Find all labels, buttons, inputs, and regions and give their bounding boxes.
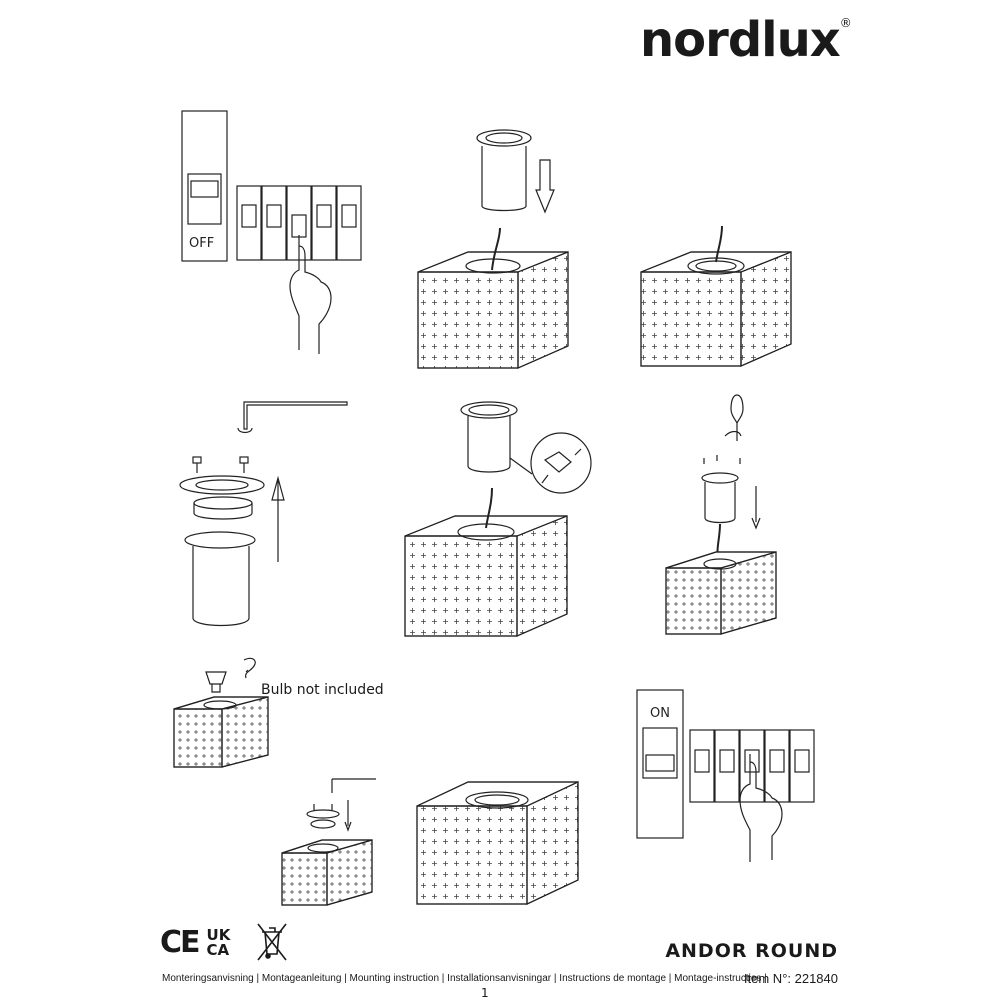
registered-mark: ® [839, 16, 851, 30]
ukca-mark [206, 925, 255, 959]
arrow-down-icon [536, 160, 554, 212]
switch-off-label: OFF [189, 236, 215, 251]
page-number: 1 [481, 986, 489, 1000]
step-finished [417, 782, 578, 904]
concrete-block [405, 488, 567, 636]
step-insert-bulb [174, 658, 268, 767]
rotate-icon [725, 432, 741, 437]
step-breaker-off [182, 111, 361, 354]
step-housing-installed [641, 226, 791, 366]
ce-mark: CE [160, 925, 199, 960]
hand-icon [740, 754, 782, 862]
allen-key-icon [332, 779, 376, 793]
instructions-languages: Monteringsanvisning | Montageanleitung | Mounting instruction | Installationsanvisningar | Instructions de montage | Montage-instructies | [162, 973, 767, 984]
product-name: ANDOR ROUND [665, 940, 838, 962]
footer [162, 973, 838, 984]
step-wiring [405, 402, 591, 636]
arrow-down-icon [345, 800, 351, 830]
breaker-row [690, 730, 814, 802]
item-number: Item N°: 221840 [743, 971, 838, 986]
ukca-top: UK [206, 925, 231, 944]
screw-icon [193, 457, 248, 473]
arrow-up-icon [272, 478, 284, 562]
concrete-block [418, 228, 568, 368]
brand-name: nordlux [640, 12, 840, 68]
screw-icon [314, 804, 332, 810]
rotate-icon [244, 658, 255, 678]
ukca-bottom: CA [206, 940, 230, 959]
switch-on-label: ON [650, 706, 670, 721]
bulb-icon [206, 672, 226, 692]
allen-key-icon [244, 402, 347, 429]
arrow-down-icon [752, 486, 760, 528]
bulb-note: Bulb not included [261, 682, 384, 698]
step-insert-housing [418, 130, 568, 368]
step-fit-ring [282, 779, 376, 905]
screwdriver-icon [731, 395, 743, 441]
step-breaker-on [637, 690, 814, 862]
weee-bin-icon [258, 924, 286, 960]
certification-marks [160, 925, 254, 960]
step-allen-key [180, 402, 347, 626]
wiring-detail-callout [531, 433, 591, 493]
step-lower-housing [666, 395, 776, 634]
